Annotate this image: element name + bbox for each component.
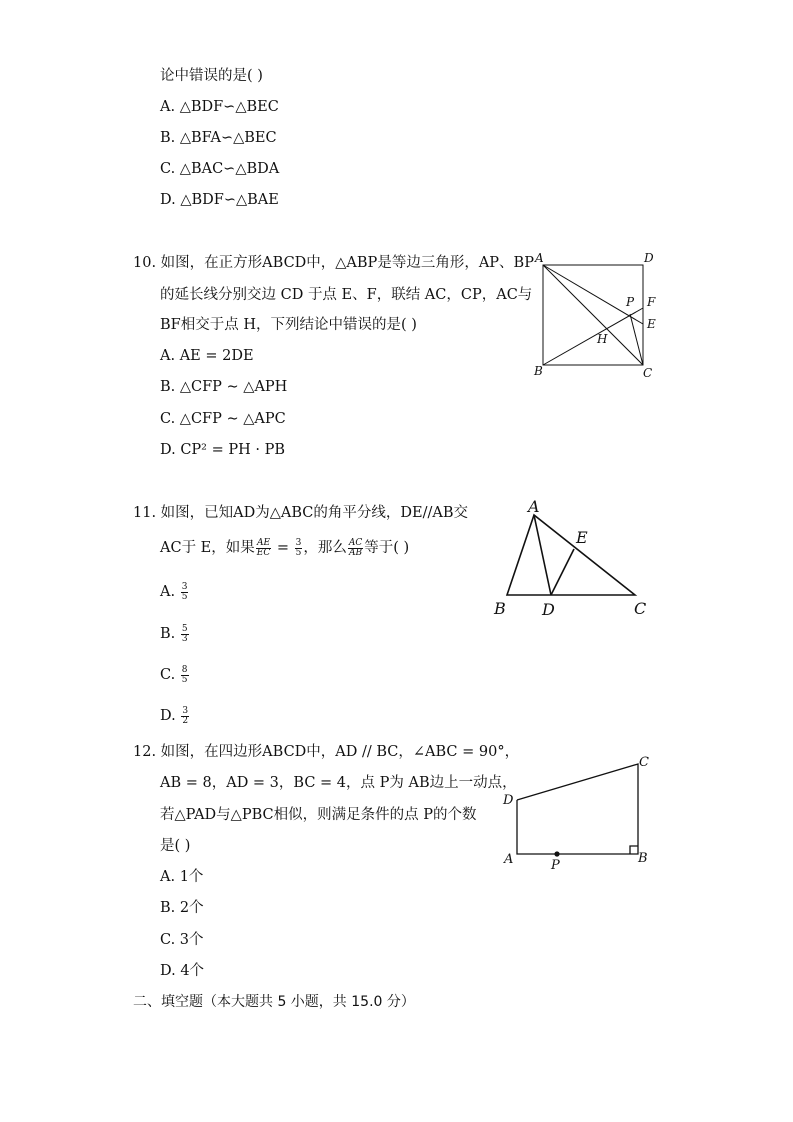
q10-label-p: P [626,295,635,309]
q10-option-b: B. △CFP ∼ △APH [160,379,288,395]
q12-label-d: D [503,793,514,808]
q11-frac-ae-ec [256,539,271,558]
section-heading: 二、填空题（本大题共 5 小题，共 15.0 分） [133,994,415,1010]
q12-label-a: A [504,852,514,867]
q10-stem-line2: 的延长线分别交边 CD 于点 E、F，联结 AC，CP，AC与 [160,287,533,303]
segment-cp [630,314,643,365]
q11-stem-part-c: ，那么 [303,540,347,556]
q12-option-b: B. 2个 [160,900,204,916]
q9-option-a: A. △BDF∽△BEC [160,99,279,115]
option-fraction [181,666,189,685]
q12-label-b: B [638,851,648,866]
frac-numerator: 5 [181,623,188,634]
option-label: D. [160,708,176,724]
frac-numerator: AE [256,537,271,548]
q10-label-f: F [647,295,656,309]
frac-denominator: 5 [181,591,188,602]
q11-option-b [160,624,190,644]
q11-stem-part-a: AC于 E，如果 [160,540,255,556]
q9-stem-tail: 论中错误的是( ) [160,68,263,84]
q12-stem-line1: 12. 如图，在四边形ABCD中，AD // BC，∠ABC = 90°， [133,744,520,760]
q10-option-a: A. AE = 2DE [160,348,254,364]
q12-stem-line2: AB = 8，AD = 3，BC = 4，点 P为 AB边上一动点， [160,775,517,791]
q10-option-c: C. △CFP ∼ △APC [160,411,286,427]
q11-label-d: D [542,600,555,619]
frac-numerator: AC [348,537,363,548]
option-fraction [181,625,189,644]
q12-label-p: P [551,858,560,873]
frac-denominator: 5 [181,674,188,685]
q11-label-a: A [528,497,540,516]
frac-numerator: 3 [181,581,188,592]
frac-denominator: AB [348,547,363,558]
q12-option-d: D. 4个 [160,963,205,979]
q11-triangle-figure [488,495,658,625]
q12-option-c: C. 3个 [160,932,204,948]
q12-stem-line3: 若△PAD与△PBC相似，则满足条件的点 P的个数 [160,807,477,823]
q12-option-a: A. 1个 [160,869,204,885]
q11-stem-part-d: 等于( ) [364,540,410,556]
q10-label-b: B [534,364,543,378]
option-fraction [181,707,189,726]
q11-frac-ac-ab [348,539,363,558]
frac-numerator: 3 [295,537,302,548]
q10-square-figure [530,248,670,383]
q11-option-a [160,582,189,602]
option-label: C. [160,667,176,683]
q9-option-b: B. △BFA∽△BEC [160,130,277,146]
q11-frac-3-5 [295,539,303,558]
q11-stem-line1: 11. 如图，已知AD为△ABC的角平分线，DE//AB交 [133,505,469,521]
q9-option-c: C. △BAC∽△BDA [160,161,280,177]
q9-option-d: D. △BDF∽△BAE [160,192,279,208]
trapezoid-abcd [517,764,638,854]
frac-denominator: 3 [181,633,188,644]
q10-stem-line1: 10. 如图，在正方形ABCD中，△ABP是等边三角形，AP、BP [133,255,534,271]
q11-label-e: E [576,528,588,547]
point-p [554,851,559,856]
q11-stem-equals: = [272,540,294,556]
frac-denominator: EC [256,547,271,558]
q10-label-e: E [647,317,656,331]
option-fraction [181,583,189,602]
q11-option-c [160,665,190,685]
segment-de [551,549,574,595]
q10-label-a: A [535,251,544,265]
q10-stem-line3: BF相交于点 H，下列结论中错误的是( ) [160,317,417,333]
q11-label-c: C [634,599,647,618]
q10-label-h: H [597,332,608,346]
q10-label-d: D [644,251,654,265]
q12-label-c: C [639,755,649,770]
q10-label-c: C [643,366,653,380]
q11-label-b: B [494,599,506,618]
frac-denominator: 2 [182,715,189,726]
segment-bf [543,308,643,365]
q12-stem-line4: 是( ) [160,838,191,854]
option-label: B. [160,626,176,642]
right-angle-mark [630,846,638,854]
q11-stem-line2 [160,538,409,558]
q10-option-d: D. CP² = PH · PB [160,442,285,458]
frac-numerator: 8 [181,664,188,675]
option-label: A. [160,584,176,600]
q11-option-d [160,706,190,726]
q12-trapezoid-figure [497,750,662,875]
frac-denominator: 5 [295,547,302,558]
frac-numerator: 3 [182,705,189,716]
